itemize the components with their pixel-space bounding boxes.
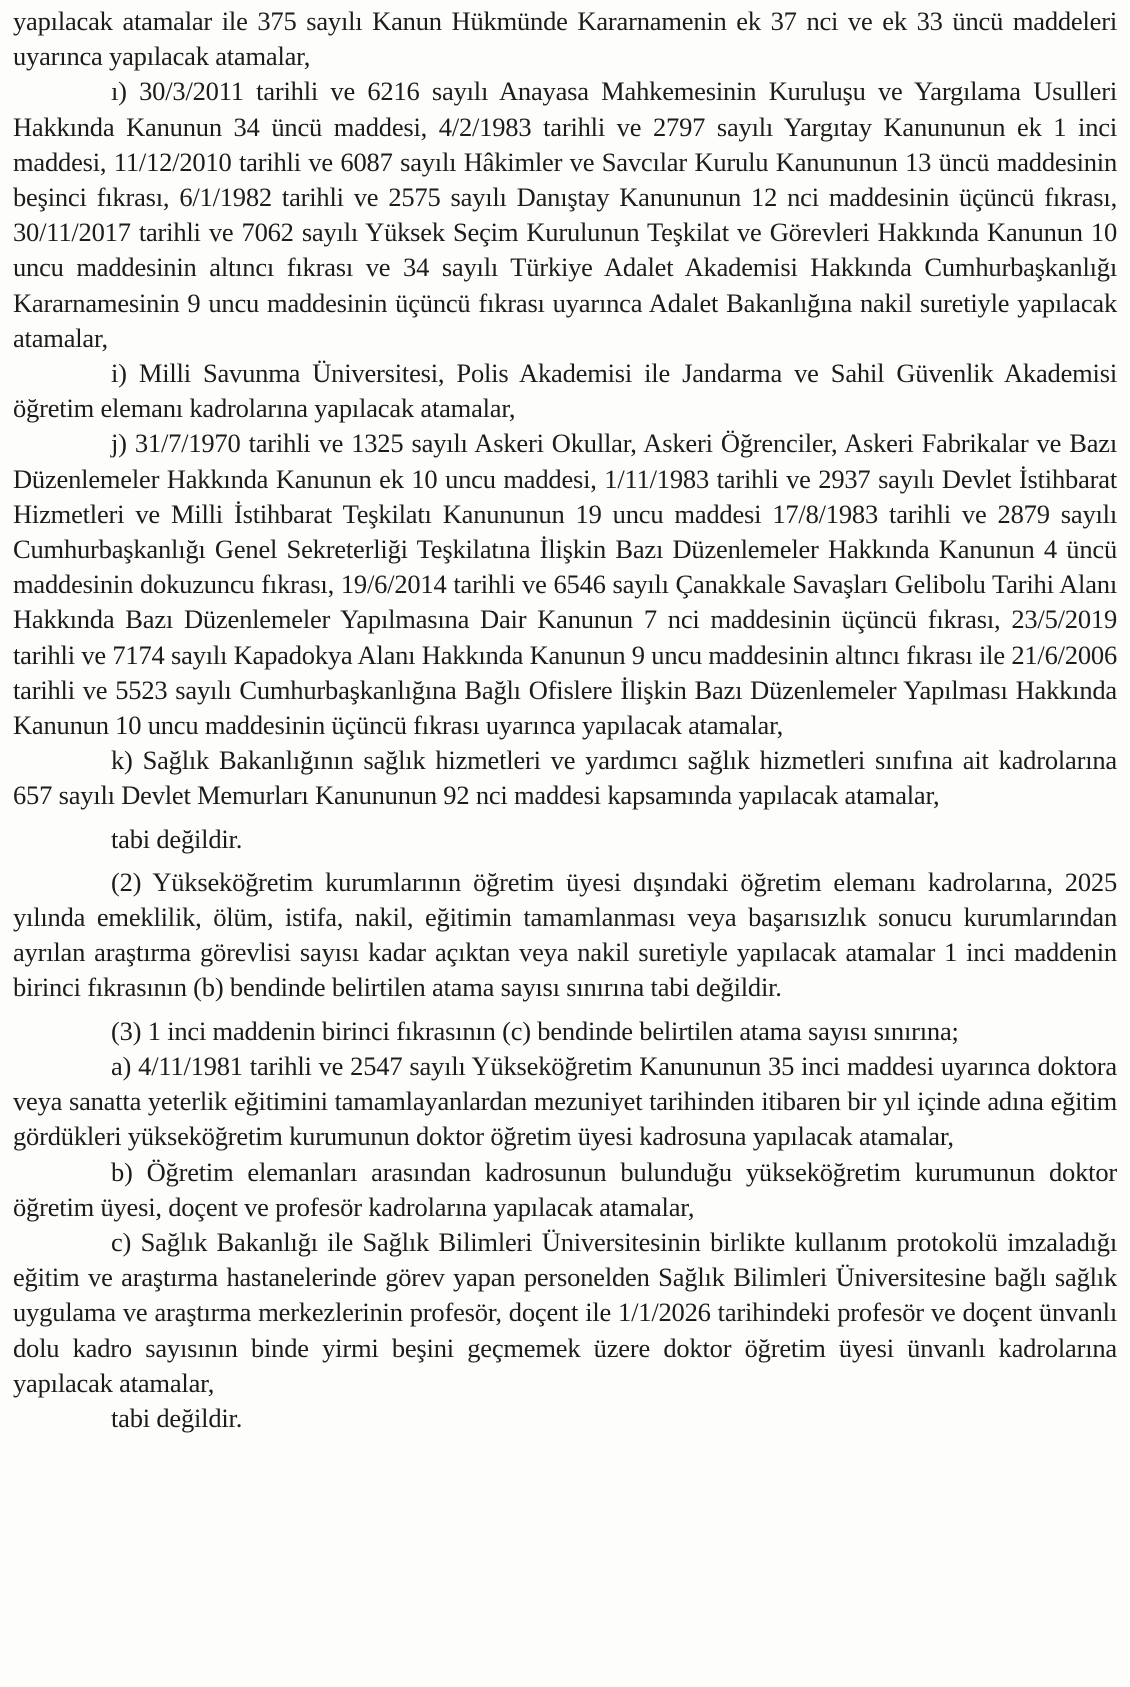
paragraph-continuation-h: yapılacak atamalar ile 375 sayılı Kanun Hükmünde Kararnamenin ek 37 nci ve ek 33 üncü maddeleri uyarınca yapılacak atamalar, <box>13 6 1117 72</box>
document-page <box>13 4 1117 1436</box>
paragraph-item-k: k) Sağlık Bakanlığının sağlık hizmetleri ve yardımcı sağlık hizmetleri sınıfına ait kadrolarına 657 sayılı Devlet Memurları Kanununun 92 nci maddesi kapsamında yapılacak atamalar, <box>13 745 1117 811</box>
paragraph-item-j: j) 31/7/1970 tarihli ve 1325 sayılı Askeri Okullar, Askeri Öğrenciler, Askeri Fabrikalar ve Bazı Düzenlemeler Hakkında Kanunun ek 10 uncu maddesi, 1/11/1983 tarihli ve 2937 sayılı Devlet İstihbarat Hizmetleri ve Milli İstihbarat Teşkilatı Kanununun 19 uncu maddesi 17/8/1983 tarihli ve 2879 sayılı Cumhurbaşkanlığı Genel Sekreterliği Teşkilatına İlişkin Bazı Düzenlemeler Hakkında Kanunun 4 üncü maddesinin dokuzuncu fıkrası, 19/6/2014 tarihli ve 6546 sayılı Çanakkale Savaşları Gelibolu Tarihi Alanı Hakkında Bazı Düzenlemeler Yapılmasına Dair Kanunun 7 nci maddesinin üçüncü fıkrası, 23/5/2019 tarihli ve 7174 sayılı Kapadokya Alanı Hakkında Kanunun 9 uncu maddesinin altıncı fıkrası ile 21/6/2006 tarihli ve 5523 sayılı Cumhurbaşkanlığına Bağlı Ofislere İlişkin Bazı Düzenlemeler Yapılması Hakkında Kanunun 10 uncu maddesinin üçüncü fıkrası uyarınca yapılacak atamalar, <box>13 428 1117 741</box>
paragraph-tabi-degildir-2: tabi değildir. <box>111 1402 243 1433</box>
paragraph-item-dotless-i: ı) 30/3/2011 tarihli ve 6216 sayılı Anayasa Mahkemesinin Kuruluşu ve Yargılama Usulleri Hakkında Kanunun 34 üncü maddesi, 4/2/1983 tarihli ve 2797 sayılı Yargıtay Kanununun ek 1 inci maddesi, 11/12/2010 tarihli ve 6087 sayılı Hâkimler ve Savcılar Kurulu Kanununun 13 üncü maddesinin beşinci fıkrası, 6/1/1982 tarihli ve 2575 sayılı Danıştay Kanununun 12 nci maddesinin üçüncü fıkrası, 30/11/2017 tarihli ve 7062 sayılı Yüksek Seçim Kurulunun Teşkilat ve Görevleri Hakkında Kanunun 10 uncu maddesinin altıncı fıkrası ve 34 sayılı Türkiye Adalet Akademisi Hakkında Cumhurbaşkanlığı Kararnamesinin 9 uncu maddesinin üçüncü fıkrası uyarınca Adalet Bakanlığına nakil suretiyle yapılacak atamalar, <box>13 76 1117 353</box>
paragraph-item-b: b) Öğretim elemanları arasından kadrosunun bulunduğu yükseköğretim kurumunun doktor öğretim üyesi, doçent ve profesör kadrolarına yapılacak atamalar, <box>13 1156 1117 1222</box>
paragraph-clause-2: (2) Yükseköğretim kurumlarının öğretim üyesi dışındaki öğretim elemanı kadrolarına, 2025 yılında emeklilik, ölüm, istifa, nakil, eğitimin tamamlanması veya başarısızlık sonucu kurumlarından ayrılan araştırma görevlisi sayısı kadar açıktan veya nakil suretiyle yapılacak atamalar 1 inci maddenin birinci fıkrasının (b) bendinde belirtilen atama sayısı sınırına tabi değildir. <box>13 866 1117 1003</box>
paragraph-clause-3: (3) 1 inci maddenin birinci fıkrasının (c) bendinde belirtilen atama sayısı sınırına; <box>111 1015 959 1046</box>
paragraph-item-a: a) 4/11/1981 tarihli ve 2547 sayılı Yükseköğretim Kanununun 35 inci maddesi uyarınca doktora veya sanatta yeterlik eğitimini tamamlayanlardan mezuniyet tarihinden itibaren bir yıl içinde adına eğitim gördükleri yükseköğretim kurumunun doktor öğretim üyesi kadrosuna yapılacak atamalar, <box>13 1050 1117 1152</box>
paragraph-item-c: c) Sağlık Bakanlığı ile Sağlık Bilimleri Üniversitesinin birlikte kullanım protokolü imzaladığı eğitim ve araştırma hastanelerinde görev yapan personelden Sağlık Bilimleri Üniversitesine bağlı sağlık uygulama ve araştırma merkezlerinin profesör, doçent ile 1/1/2026 tarihindeki profesör ve doçent ünvanlı dolu kadro sayısının binde yirmi beşini geçmemek üzere doktor öğretim üyesi ünvanlı kadrolarına yapılacak atamalar, <box>13 1226 1117 1398</box>
paragraph-tabi-degildir-1: tabi değildir. <box>111 823 243 854</box>
paragraph-item-i: i) Milli Savunma Üniversitesi, Polis Akademisi ile Jandarma ve Sahil Güvenlik Akademisi öğretim elemanı kadrolarına yapılacak atamalar, <box>13 358 1117 424</box>
